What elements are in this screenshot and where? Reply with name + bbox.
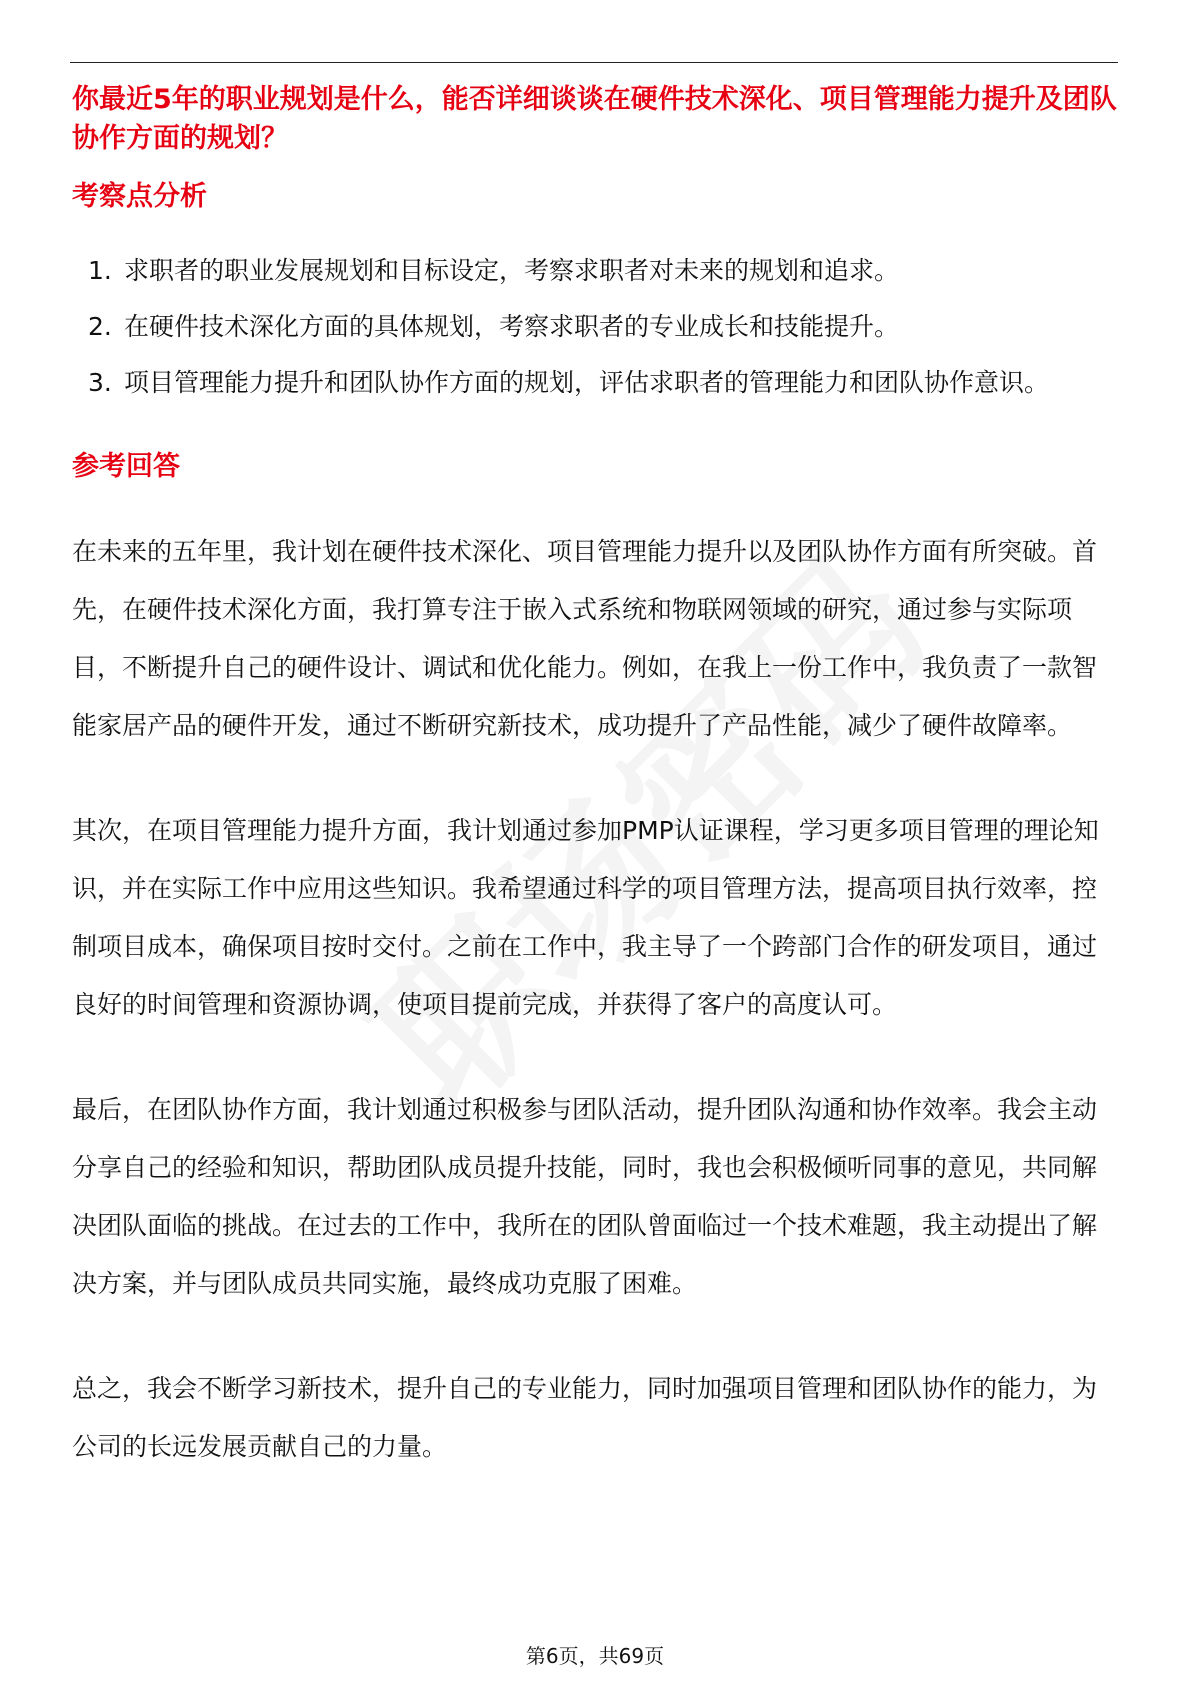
answer-paragraph: 其次，在项目管理能力提升方面，我计划通过参加PMP认证课程，学习更多项目管理的理论知识，并在实际工作中应用这些知识。我希望通过科学的项目管理方法，提高项目执行效率，控制项目成本，确保项目按时交付。之前在工作中，我主导了一个跨部门合作的研发项目，通过良好的时间管理和资源协调，使项目提前完成，并获得了客户的高度认可。 [72,816,1099,1019]
list-item-number: 3. [88,368,112,397]
top-rule [70,62,1118,63]
answer-paragraph: 在未来的五年里，我计划在硬件技术深化、项目管理能力提升以及团队协作方面有所突破。首先，在硬件技术深化方面，我打算专注于嵌入式系统和物联网领域的研究，通过参与实际项目，不断提升自己的硬件设计、调试和优化能力。例如，在我上一份工作中，我负责了一款智能家居产品的硬件开发，通过不断研究新技术，成功提升了产品性能，减少了硬件故障率。 [72,537,1098,740]
list-item-number: 2. [88,312,112,341]
list-item-text: 项目管理能力提升和团队协作方面的规划，评估求职者的管理能力和团队协作意识。 [124,368,1050,397]
list-item [72,355,1120,411]
analysis-heading: 考察点分析 [72,181,207,212]
list-item [72,243,1120,299]
document-body [72,80,1120,1476]
list-item-text: 求职者的职业发展规划和目标设定，考察求职者对未来的规划和追求。 [124,256,900,285]
list-item [72,299,1120,355]
list-item-text: 在硬件技术深化方面的具体规划，考察求职者的专业成长和技能提升。 [124,312,900,341]
answer-paragraph: 总之，我会不断学习新技术，提升自己的专业能力，同时加强项目管理和团队协作的能力，为公司的长远发展贡献自己的力量。 [72,1374,1098,1461]
analysis-list [72,243,1120,411]
page-number: 第6页，共69页 [525,1644,665,1668]
list-item-number: 1. [88,256,112,285]
answer-heading: 参考回答 [72,451,180,482]
question-title: 你最近5年的职业规划是什么，能否详细谈谈在硬件技术深化、项目管理能力提升及团队协作方面的规划？ [72,84,1117,154]
answer-paragraph: 最后，在团队协作方面，我计划通过积极参与团队活动，提升团队沟通和协作效率。我会主动分享自己的经验和知识，帮助团队成员提升技能，同时，我也会积极倾听同事的意见，共同解决团队面临的挑战。在过去的工作中，我所在的团队曾面临过一个技术难题，我主动提出了解决方案，并与团队成员共同实施，最终成功克服了困难。 [72,1095,1098,1298]
